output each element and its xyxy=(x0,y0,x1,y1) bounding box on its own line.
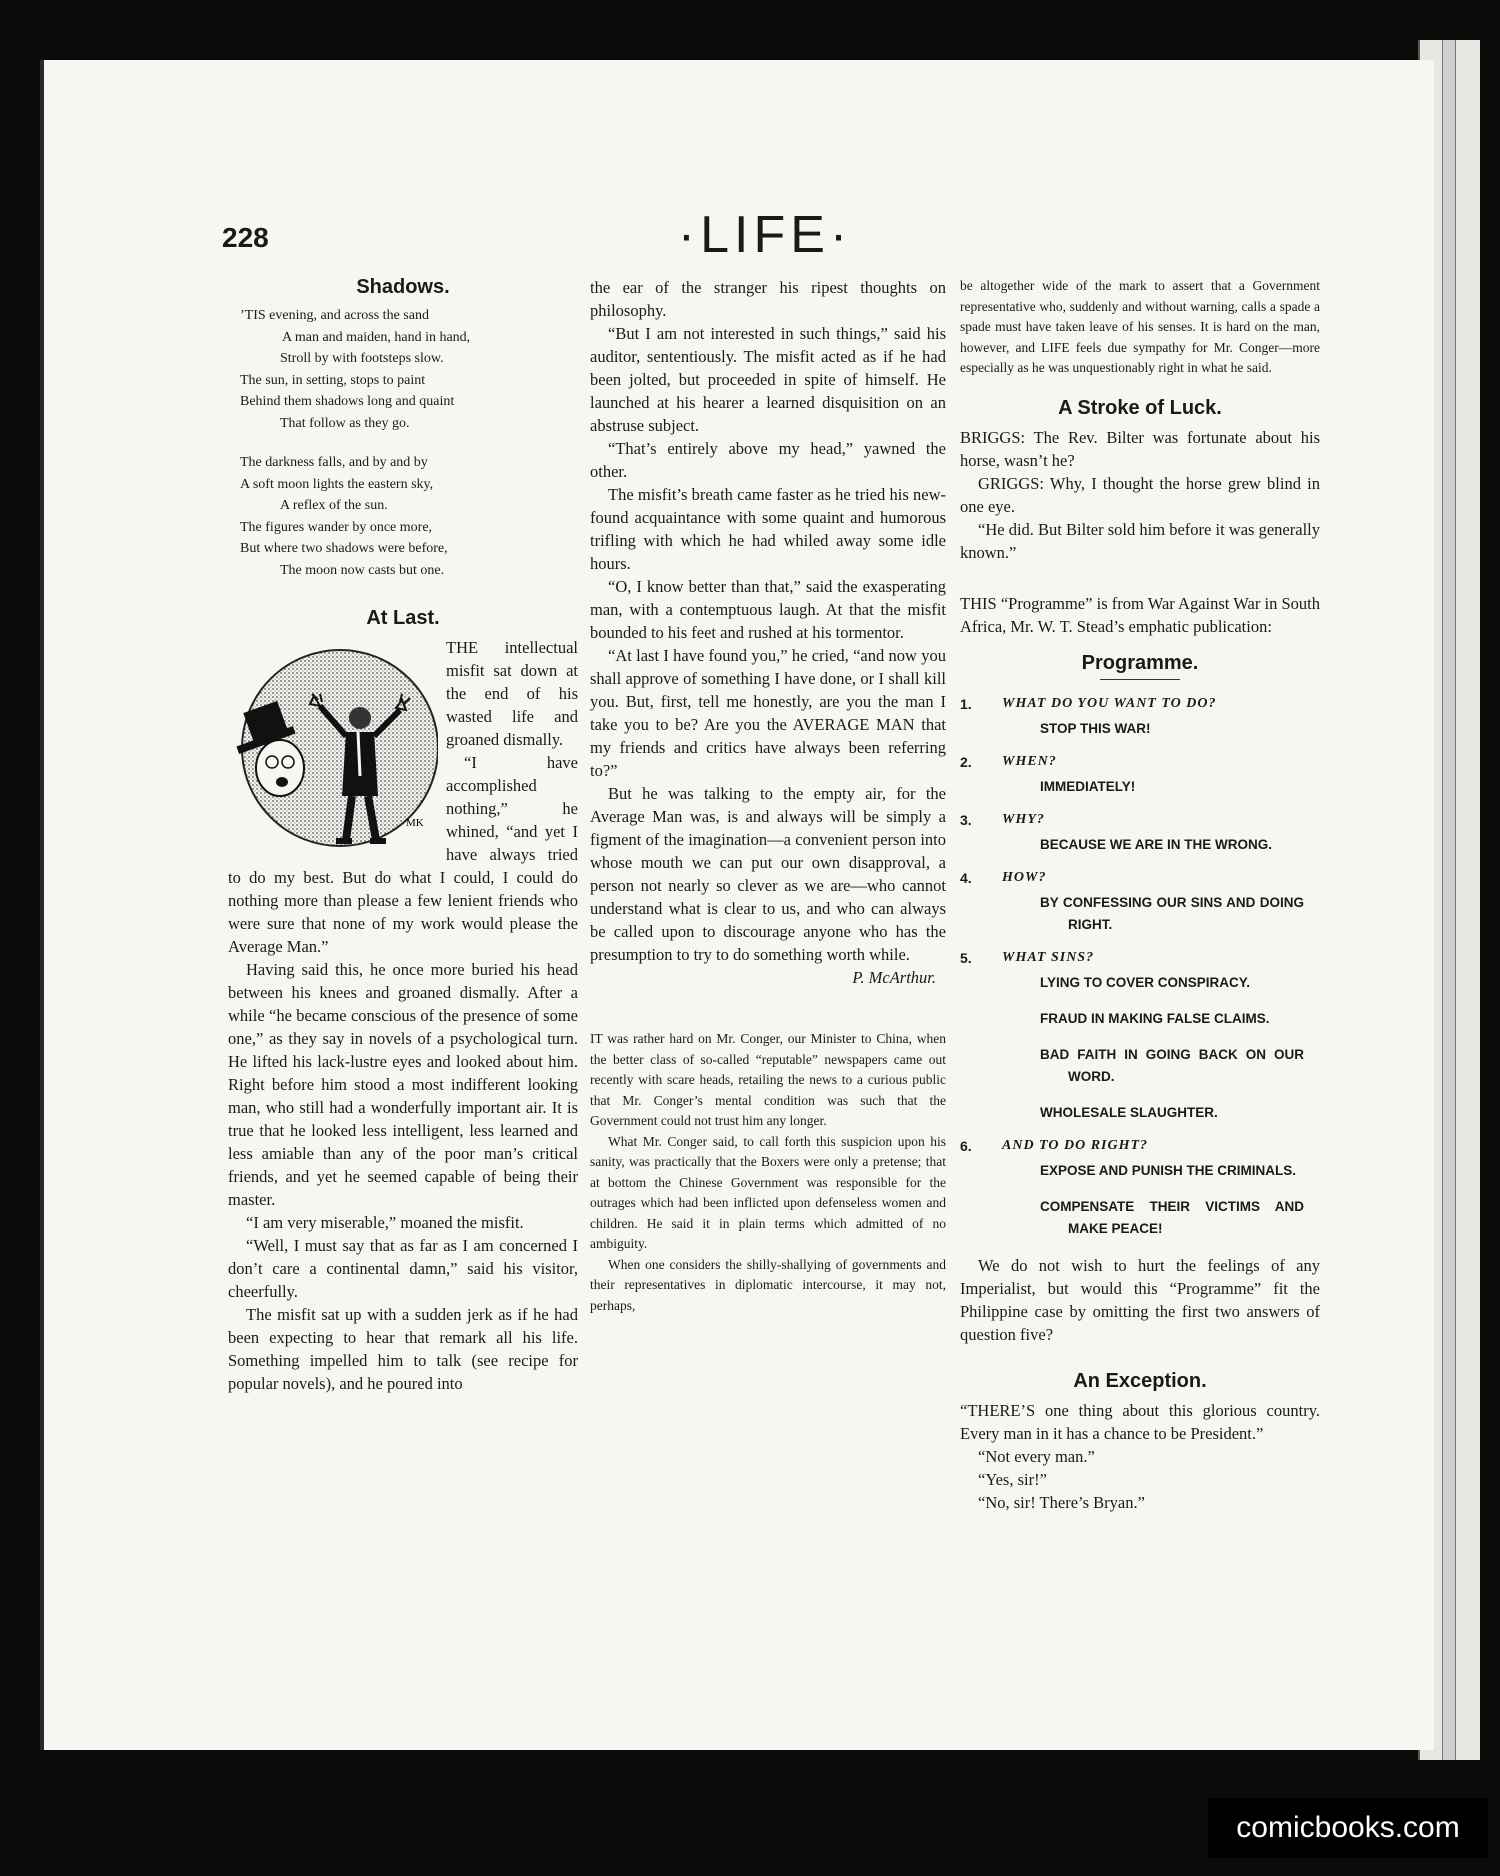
question-number: 1. xyxy=(960,695,972,712)
question-number: 5. xyxy=(960,949,972,966)
divider-rule xyxy=(1100,679,1180,680)
page-number: 228 xyxy=(222,222,269,253)
programme-question xyxy=(960,950,1320,966)
poem-shadows xyxy=(228,305,578,581)
editorial-paragraph: What Mr. Conger said, to call forth this suspicion upon his sanity, was practically that the Boxers were only a pretense; that at bottom the Chinese Government was responsible for the outrages which had been inflicted upon defenseless women and children. He said it in plain terms which admitted of no ambiguity. xyxy=(590,1133,946,1251)
story-paragraph: “O, I know better than that,” said the exasperating man, with a contemptuous laugh. At that the misfit bounded to his feet and rushed at his tormentor. xyxy=(590,577,946,642)
story-paragraph: The misfit’s breath came faster as he tried his new-found acquaintance with some quaint and humorous trifling with which he had whiled away some idle hours. xyxy=(590,485,946,573)
story-paragraph: Having said this, he once more buried his head between his knees and groaned dismally. After a while “he became conscious of the presence of some one,” as they say in novels of a psychological turn. He lifted his lack-lustre eyes and looked about him. Right before him stood a most indifferent looking man, who still had a wonderfully important air. It is true that he looked less intelligent, less learned and less amiable than any of the poor man’s critical friends, and yet he seemed capable of being their master. xyxy=(228,960,578,1209)
poem-line: The sun, in setting, stops to paint xyxy=(240,372,426,388)
poem-line: Behind them shadows long and quaint xyxy=(240,394,455,409)
question-number: 2. xyxy=(960,753,972,770)
poem-line: The moon now casts but one. xyxy=(280,562,445,578)
question-text: WHY? xyxy=(1002,811,1045,827)
joke-an-exception xyxy=(960,1399,1320,1514)
column-middle xyxy=(590,276,946,1316)
story-paragraph: “Well, I must say that as far as I am concerned I don’t care a continental damn,” said his visitor, cheerfully. xyxy=(228,1236,578,1301)
programme-answer: WHOLESALE SLAUGHTER. xyxy=(1040,1104,1218,1120)
story-paragraph: the ear of the stranger his ripest thoughts on philosophy. xyxy=(590,278,946,320)
programme-comment xyxy=(960,1254,1320,1346)
story-at-last xyxy=(228,636,578,1395)
story-paragraph: THE intellectual misfit sat down at the end of his wasted life and groaned dismally. xyxy=(446,638,578,749)
editorial-conger-continued xyxy=(960,276,1320,379)
programme-answer: BECAUSE WE ARE IN THE WRONG. xyxy=(1040,836,1273,852)
joke-title: A Stroke of Luck. xyxy=(1058,396,1222,419)
column-left xyxy=(228,276,578,1395)
poem-line: Stroll by with footsteps slow. xyxy=(280,351,444,366)
programme-title: Programme. xyxy=(1081,651,1199,674)
story-paragraph: “At last I have found you,” he cried, “and now you shall approve of something I have done, or I shall kill you. But, first, tell me honestly, are you the man I take you to be? Are you the AVERAGE MAN that my friends and critics have always been referring to?” xyxy=(590,646,946,780)
joke-line: “No, sir! There’s Bryan.” xyxy=(978,1492,1145,1512)
programme-question xyxy=(960,696,1320,712)
programme-answer: BAD FAITH IN GOING BACK ON OUR WORD. xyxy=(1040,1046,1304,1084)
story-paragraph: But he was talking to the empty air, for the Average Man was, is and always will be simply a figment of the imagination—a convenient person into whose mouth we can put our own disapproval, a person not nearly so clever as we are—who cannot understand what is clear to us, and who can always be called upon to discourage anyone who has the presumption to try to do something worth while. xyxy=(590,784,946,964)
editorial-paragraph: be altogether wide of the mark to assert that a Government representative who, suddenly and without warning, calls a spade a spade must have taken leave of his senses. It is hard on the man, however, and LIFE feels due sympathy for Mr. Conger—more especially as he was unquestionably right in what he said. xyxy=(960,278,1320,375)
programme-answer: EXPOSE AND PUNISH THE CRIMINALS. xyxy=(1040,1162,1297,1178)
artist-monogram: MK xyxy=(406,817,424,829)
average-man-illustration xyxy=(228,636,438,856)
programme-list xyxy=(960,696,1320,1240)
joke-line: BRIGGS: The Rev. Bilter was fortunate about his horse, wasn’t he? xyxy=(960,427,1320,470)
author-signature: P. McArthur. xyxy=(852,968,936,987)
story-paragraph: “I am very miserable,” moaned the misfit. xyxy=(246,1213,524,1232)
programme-answer: STOP THIS WAR! xyxy=(1040,720,1151,736)
programme-question xyxy=(960,754,1320,770)
programme-intro-text: THIS “Programme” is from War Against War in South Africa, Mr. W. T. Stead’s emphatic publication: xyxy=(960,593,1320,636)
programme-answer: FRAUD IN MAKING FALSE CLAIMS. xyxy=(1040,1010,1270,1026)
question-number: 6. xyxy=(960,1137,972,1154)
question-text: AND TO DO RIGHT? xyxy=(1002,1137,1149,1153)
programme-answer: BY CONFESSING OUR SINS AND DOING RIGHT. xyxy=(1040,894,1304,932)
programme-intro xyxy=(960,592,1320,638)
joke-line: “THERE’S one thing about this glorious country. Every man in it has a chance to be President.” xyxy=(960,1400,1320,1443)
programme-answer: IMMEDIATELY! xyxy=(1040,778,1136,794)
story-paragraph: “I have accomplished nothing,” he whined, “and yet I have always tried to do my best. But do what I could, I could do nothing more than please a few lenient friends who were sure that none of my work would please the Average Man.” xyxy=(228,753,578,956)
story-paragraph: The misfit sat up with a sudden jerk as if he had been expecting to hear that remark all his life. Something impelled him to talk (see recipe for popular novels), and he poured into xyxy=(228,1305,578,1393)
programme-answer: COMPENSATE THEIR VICTIMS AND MAKE PEACE! xyxy=(1040,1198,1304,1236)
programme-question xyxy=(960,870,1320,886)
poem-line: The darkness falls, and by and by xyxy=(240,455,428,470)
masthead-title: ·LIFE· xyxy=(677,206,853,264)
programme-answer: LYING TO COVER CONSPIRACY. xyxy=(1040,974,1251,990)
story-paragraph: “But I am not interested in such things,” said his auditor, sententiously. The misfit acted as if he had been jolted, but proceeded in spite of himself. He launched at his hearer a learned disquisition on an abstruse subject. xyxy=(590,324,946,435)
story-title: At Last. xyxy=(366,607,440,629)
question-text: HOW? xyxy=(1002,869,1047,885)
joke-line: “Not every man.” xyxy=(978,1446,1095,1466)
question-number: 4. xyxy=(960,869,972,886)
site-watermark: comicbooks.com xyxy=(1208,1798,1488,1858)
poem-line: ’TIS evening, and across the sand xyxy=(240,308,429,323)
joke-stroke-of-luck xyxy=(960,426,1320,564)
poem-line: A soft moon lights the eastern sky, xyxy=(240,476,434,492)
joke-line: GRIGGS: Why, I thought the horse grew blind in one eye. xyxy=(960,473,1320,516)
joke-title: An Exception. xyxy=(1073,1369,1207,1392)
question-text: WHAT DO YOU WANT TO DO? xyxy=(1002,695,1217,711)
question-number: 3. xyxy=(960,811,972,828)
programme-comment-text: We do not wish to hurt the feelings of any Imperialist, but would this “Programme” fit the Philippine case by omitting the first two answers of question five? xyxy=(960,1255,1320,1344)
poem-line: That follow as they go. xyxy=(280,415,410,431)
programme-question xyxy=(960,1138,1320,1154)
editorial-paragraph: IT was rather hard on Mr. Conger, our Minister to China, when the better class of so-called “reputable” newspapers came out recently with scare heads, retailing the news to a curious public that Mr. Conger’s mental condition was such that the Government could not trust him any longer. xyxy=(590,1031,946,1128)
story-paragraph: “That’s entirely above my head,” yawned the other. xyxy=(590,439,946,481)
poem-line: The figures wander by once more, xyxy=(240,519,433,535)
poem-line: But where two shadows were before, xyxy=(240,541,448,556)
question-text: WHAT SINS? xyxy=(1002,949,1095,965)
editorial-paragraph: When one considers the shilly-shallying of governments and their representatives in diplomatic intercourse, it may not, perhaps, xyxy=(590,1256,946,1313)
programme-question xyxy=(960,812,1320,828)
joke-line: “Yes, sir!” xyxy=(978,1469,1047,1489)
poem-line: A man and maiden, hand in hand, xyxy=(282,329,471,345)
question-text: WHEN? xyxy=(1002,753,1057,769)
poem-title: Shadows. xyxy=(356,276,450,298)
poem-line: A reflex of the sun. xyxy=(280,498,388,513)
column-right xyxy=(960,276,1320,1514)
joke-line: “He did. But Bilter sold him before it was generally known.” xyxy=(960,519,1320,562)
editorial-conger xyxy=(590,1029,946,1316)
